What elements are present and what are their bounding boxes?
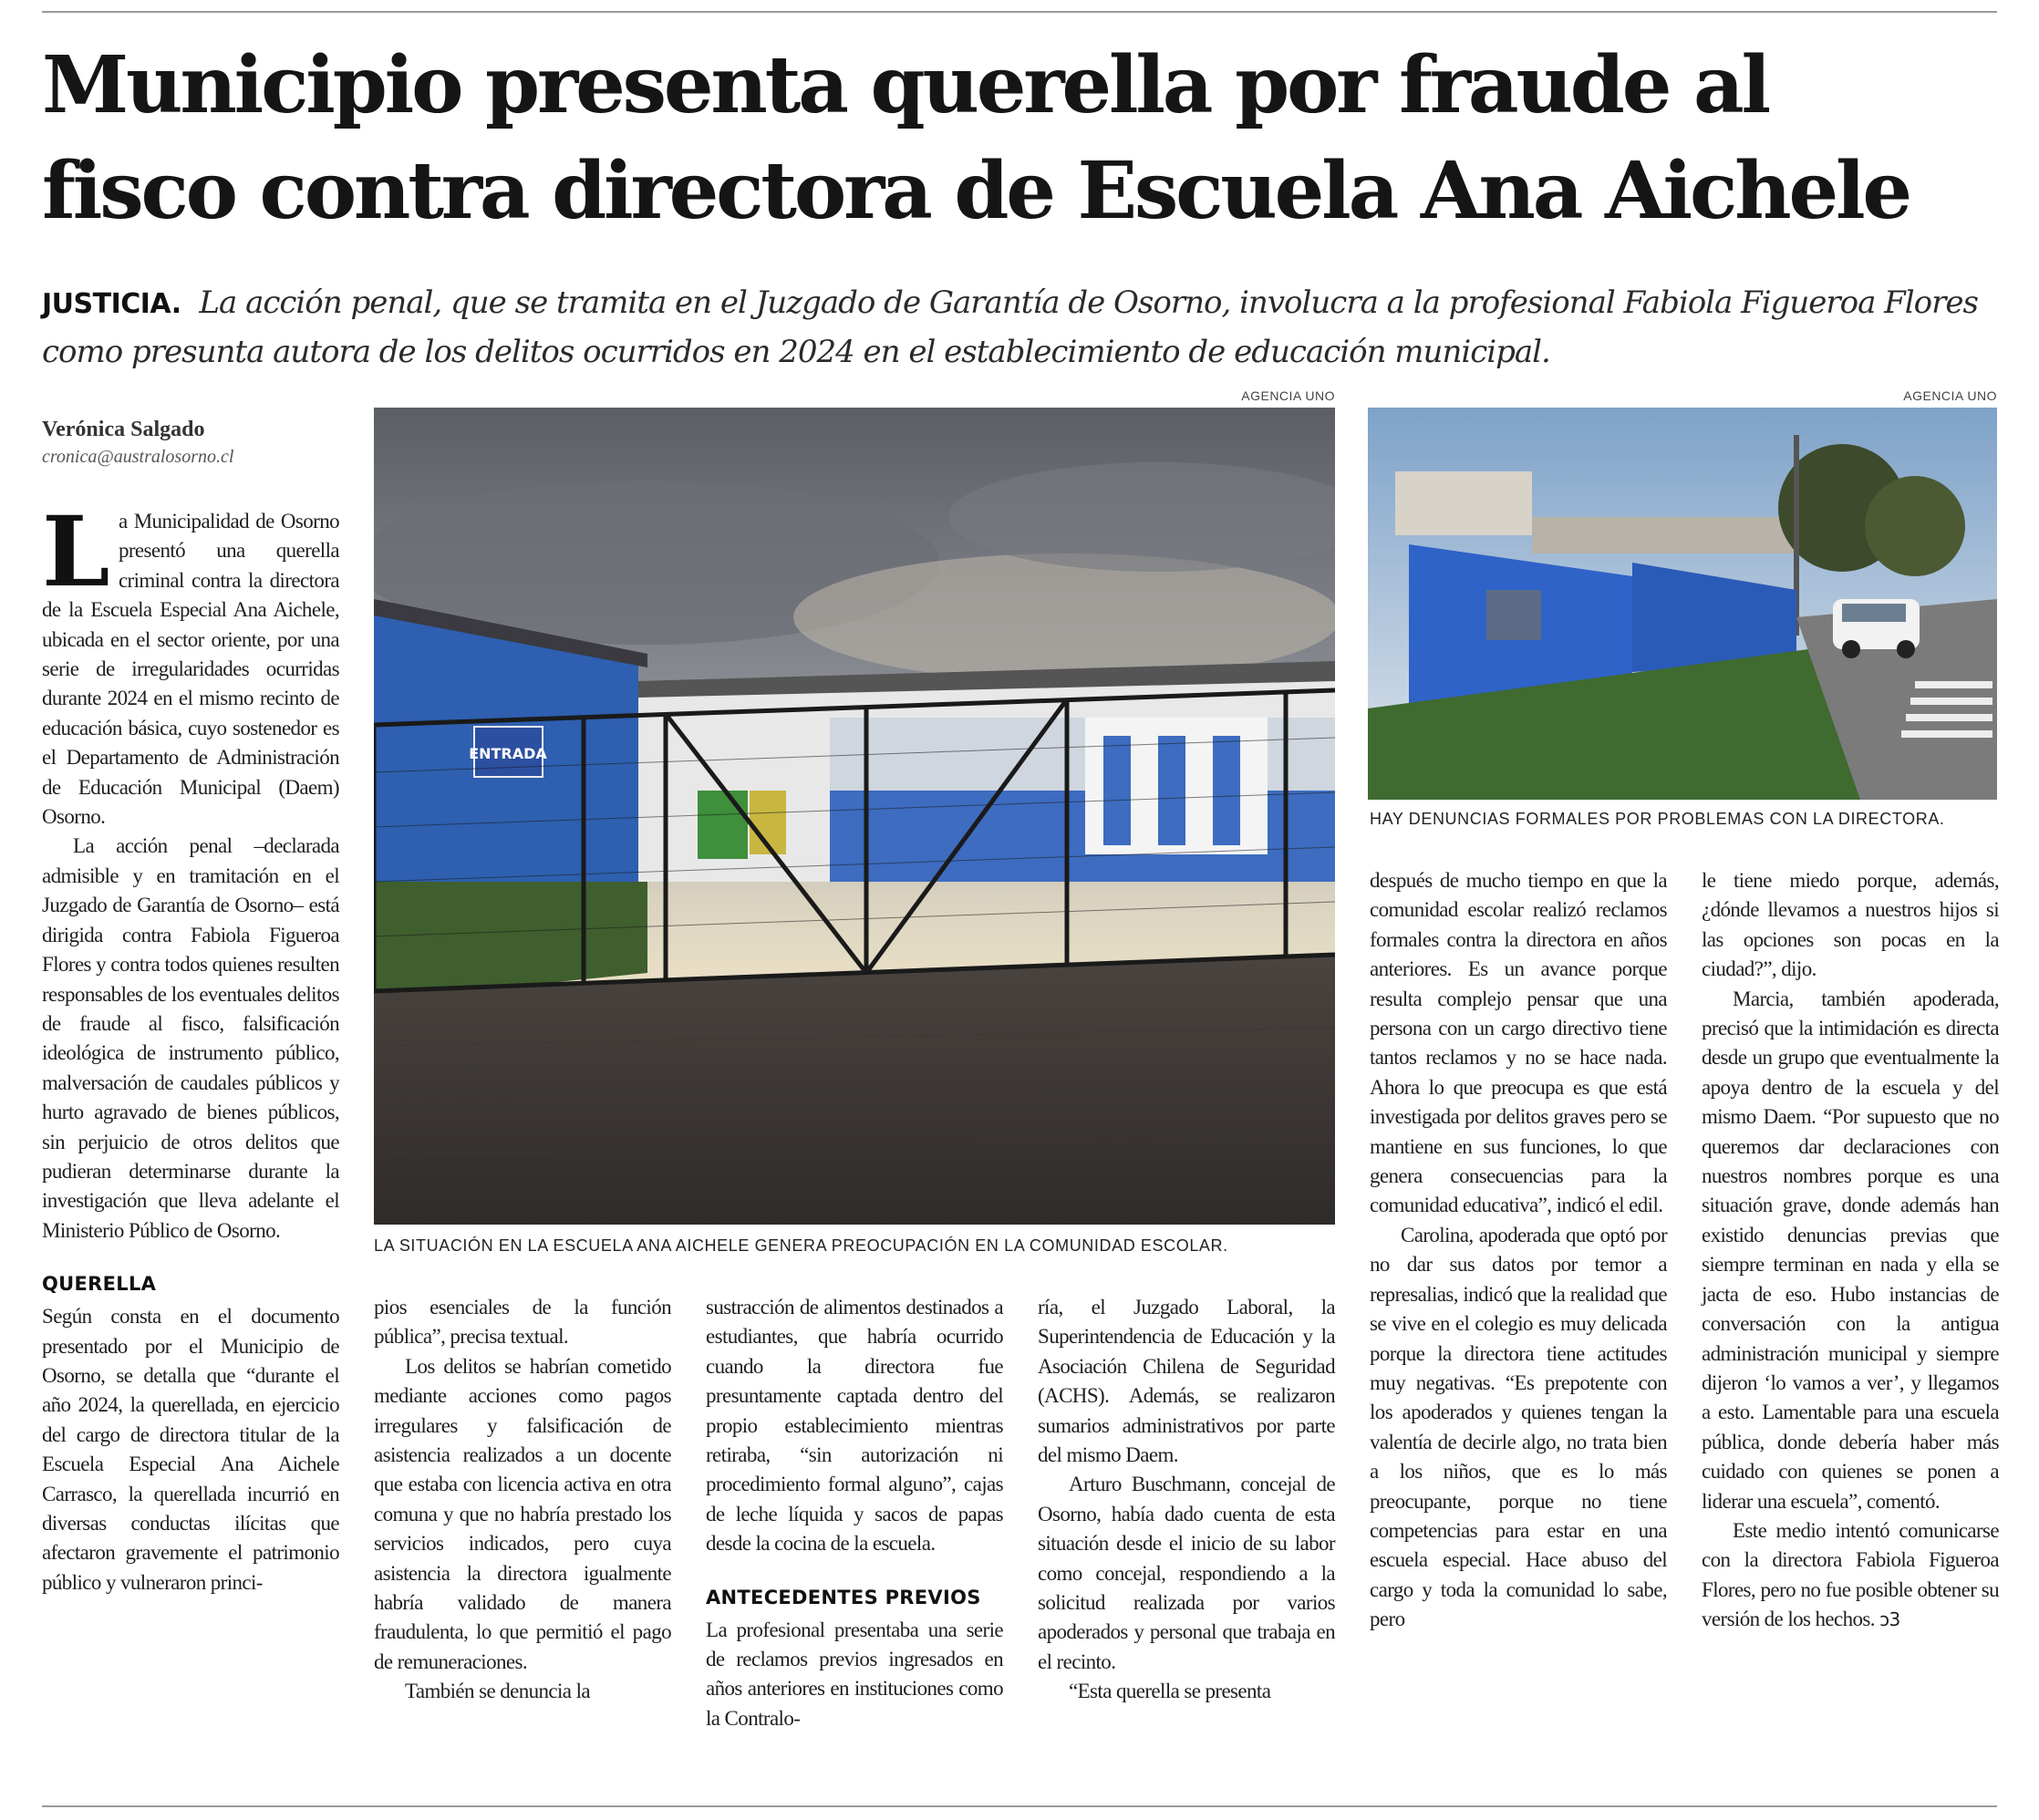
paragraph: pios esenciales de la función pública”, precisa textual. <box>374 1296 671 1349</box>
subhead-querella: QUERELLA <box>42 1273 157 1296</box>
author-email: cronica@australosorno.cl <box>42 447 234 467</box>
entrance-sign-text: ENTRADA <box>469 745 547 762</box>
article-column-1 <box>42 494 339 1598</box>
main-photo <box>374 408 1335 1225</box>
side-photo-credit: AGENCIA UNO <box>1903 388 1997 403</box>
paragraph: Este medio intentó comunicarse con la directora Fabiola Figueroa Flores, pero no fue posible obtener su versión de los hechos. ↄ3 <box>1702 1518 1999 1631</box>
paragraph: le tiene miedo porque, además, ¿dónde llevamos a nuestros hijos si las opciones son pocas en la ciudad?”, dijo. <box>1702 869 1999 981</box>
bottom-rule <box>42 1805 1997 1807</box>
headline-line-2: fisco contra directora de Escuela Ana Aichele <box>42 145 1910 237</box>
main-photo-caption: LA SITUACIÓN EN LA ESCUELA ANA AICHELE GENERA PREOCUPACIÓN EN LA COMUNIDAD ESCOLAR. <box>374 1236 1228 1255</box>
paragraph: sustracción de alimentos destinados a estudiantes, que habría ocurrido cuando la directora fue presuntamente captada dentro del propio establecimiento mientras retiraba, “sin autorización ni procedimiento formal alguno”, cajas de leche líquida y sacos de papas desde la cocina de la escuela. <box>706 1296 1003 1556</box>
byline <box>42 416 343 471</box>
end-mark-icon: ↄ3 <box>1879 1608 1900 1631</box>
article-column-2 <box>374 1293 671 1707</box>
lede <box>42 279 2003 376</box>
lede-text: La acción penal, que se tramita en el Juzgado de Garantía de Osorno, involucra a la profesional Fabiola Figueroa Flores como presunta autora de los delitos ocurridos en 2024 en el establecimiento de educación municipal. <box>42 284 1978 370</box>
subhead-antecedentes: ANTECEDENTES PREVIOS <box>706 1586 981 1608</box>
paragraph: Según consta en el documento presentado por el Municipio de Osorno, se detalla que “durante el año 2024, la querellada, en ejercicio del cargo de directora titular de la Escuela Especial Ana Aichele Carrasco, la querellada incurrió en diversas conductas ilícitas que afectaron gravemente el patrimonio público y vulneraron princi- <box>42 1305 339 1594</box>
paragraph: La profesional presentaba una serie de reclamos previos ingresados en años anteriores en instituciones como la Contralo- <box>706 1618 1003 1730</box>
paragraph: Arturo Buschmann, concejal de Osorno, había dado cuenta de esta situación desde el inicio de su labor como concejal, respondiendo a la solicitud realizada por varios apoderados y personal que trabaja en el recinto. <box>1038 1473 1335 1673</box>
headline-line-1: Municipio presenta querella por fraude al <box>42 39 1768 131</box>
paragraph: También se denuncia la <box>405 1680 590 1703</box>
article-column-3 <box>706 1293 1003 1733</box>
section-kicker: JUSTICIA. <box>42 288 181 320</box>
article-column-6 <box>1702 866 1999 1635</box>
paragraph: después de mucho tiempo en que la comunidad escolar realizó reclamos formales contra la directora en años anteriores. Es un avance porque resulta complejo pensar que una persona con un cargo directivo tiene tantos reclamos y no se hace nada. Ahora lo que preocupa es que está investigada por delitos graves pero se mantiene en sus funciones, lo que genera consecuencias para la comunidad educativa”, indicó el edil. <box>1370 869 1667 1217</box>
paragraph: La Municipalidad de Osorno presentó una querella criminal contra la directora de la Escuela Especial Ana Aichele, ubicada en el sector oriente, por una serie de irregularidades ocurridas durante 2024 en el mismo recinto de educación básica, cuyo sostenedor es el Departamento de Administración de Educación Municipal (Daem) Osorno. <box>42 494 339 829</box>
side-photo-caption: HAY DENUNCIAS FORMALES POR PROBLEMAS CON LA DIRECTORA. <box>1370 810 1945 828</box>
article-column-4 <box>1038 1293 1335 1707</box>
headline <box>42 33 2003 244</box>
top-rule <box>42 11 1997 13</box>
author-name: Verónica Salgado <box>42 418 205 441</box>
paragraph: La acción penal –declarada admisible y en tramitación en el Juzgado de Garantía de Osorno– está dirigida contra Fabiola Figueroa Flores y contra todos quienes resulten responsables de los eventuales delitos de fraude al fisco, falsificación ideológica de instrumento público, malversación de caudales públicos y hurto agravado de bienes públicos, sin perjuicio de otros delitos que pudieran determinarse durante la investigación que lleva adelante el Ministerio Público de Osorno. <box>42 834 339 1242</box>
paragraph: Carolina, apoderada que optó por no dar sus datos por temor a represalias, indicó que la realidad que se vive en el colegio es muy delicada porque la directora tiene actitudes muy negativas. “Es prepotente con los apoderados y quienes tengan la valentía de decirle algo, no trata bien a los niños, que es lo más preocupante, porque no tiene competencias para estar en una escuela especial. Hace abuso del cargo y toda la comunidad lo sabe, pero <box>1370 1223 1667 1631</box>
paragraph: ría, el Juzgado Laboral, la Superintendencia de Educación y la Asociación Chilena de Seguridad (ACHS). Además, se realizaron sumarios administrativos por parte del mismo Daem. <box>1038 1296 1335 1467</box>
main-photo-credit: AGENCIA UNO <box>1241 388 1335 403</box>
paragraph: Los delitos se habrían cometido mediante acciones como pagos irregulares y falsificación de asistencia realizados a un docente que estaba con licencia activa en otra comuna y que no habría prestado los servicios indicados, pero cuya asistencia la directora igualmente habría validado de manera fraudulenta, lo que permitió el pago de remuneraciones. <box>374 1354 671 1673</box>
side-photo <box>1368 408 1997 800</box>
paragraph: “Esta querella se presenta <box>1069 1680 1271 1703</box>
drop-cap: L <box>42 494 109 608</box>
paragraph: Marcia, también apoderada, precisó que la intimidación es directa desde un grupo que eventualmente la apoya dentro de la escuela y del mismo Daem. “Por supuesto que no queremos dar declaraciones con nuestros nombres porque es una situación grave, donde además han existido denuncias previas que siempre terminan en nada y ella se jacta de eso. Hubo instancias de conversación con la antigua administración municipal y siempre dijeron ‘lo vamos a ver’, y llegamos a esto. Lamentable para una escuela pública, donde debería haber más cuidado con quienes se ponen a liderar una escuela”, comentó. <box>1702 987 1999 1513</box>
article-column-5 <box>1370 866 1667 1635</box>
